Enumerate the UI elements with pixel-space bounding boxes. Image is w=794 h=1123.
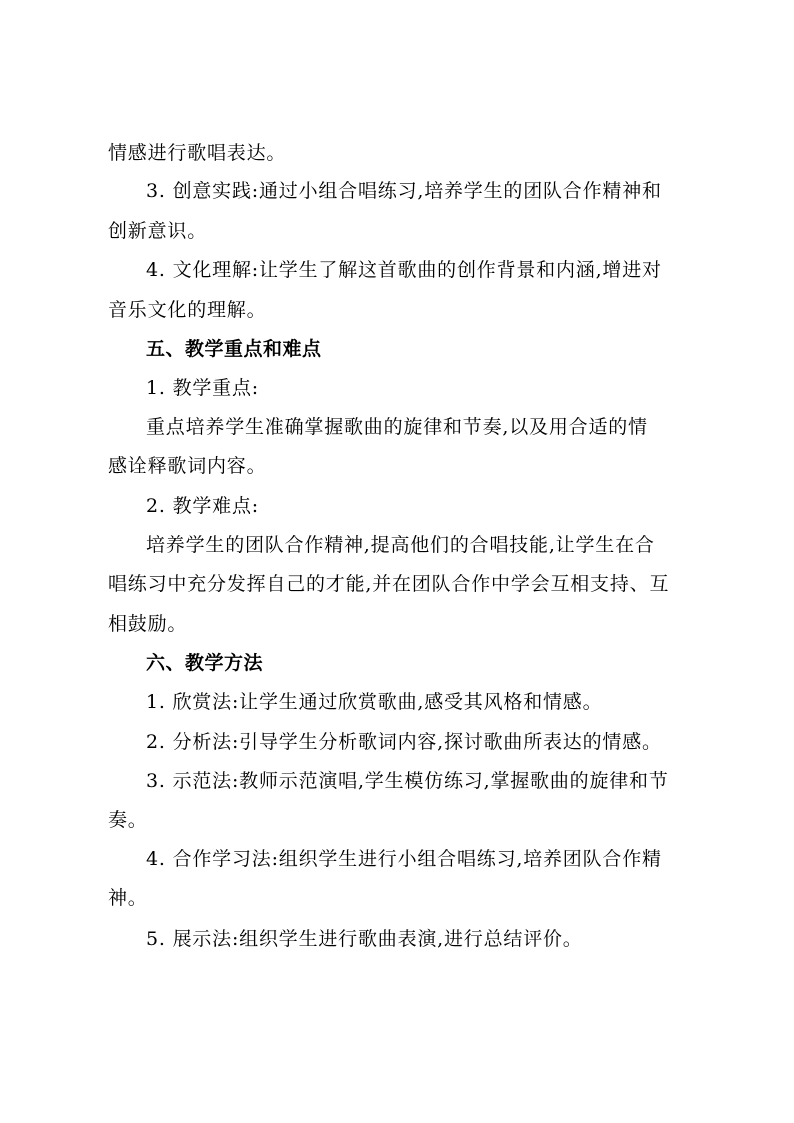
method-5-line: 5. 展示法:组织学生进行歌曲表演,进行总结评价。 <box>146 928 583 950</box>
subheading-difficulties: 2. 教学难点: <box>146 495 259 517</box>
method-2-line: 2. 分析法:引导学生分析歌词内容,探讨歌曲所表达的情感。 <box>146 731 662 753</box>
method-1-line: 1. 欣赏法:让学生通过欣赏歌曲,感受其风格和情感。 <box>146 691 603 713</box>
method-3-line-1: 3. 示范法:教师示范演唱,学生模仿练习,掌握歌曲的旋律和节 <box>146 770 669 792</box>
section-six-heading: 六、教学方法 <box>146 652 264 674</box>
method-3-line-2: 奏。 <box>108 809 148 831</box>
objective-3-line-2: 创新意识。 <box>108 220 208 242</box>
subheading-key-points: 1. 教学重点: <box>146 377 259 399</box>
method-4-line-2: 神。 <box>108 887 148 909</box>
objective-3-line-1: 3. 创意实践:通过小组合唱练习,培养学生的团队合作精神和 <box>146 180 662 202</box>
difficulties-line-2: 唱练习中充分发挥自己的才能,并在团队合作中学会互相支持、互 <box>108 573 670 595</box>
objective-4-line-1: 4. 文化理解:让学生了解这首歌曲的创作背景和内涵,增进对 <box>146 259 662 281</box>
key-points-line-2: 感诠释歌词内容。 <box>108 455 267 477</box>
key-points-line-1: 重点培养学生准确掌握歌曲的旋律和节奏,以及用合适的情 <box>146 416 648 438</box>
method-4-line-1: 4. 合作学习法:组织学生进行小组合唱练习,培养团队合作精 <box>146 848 662 870</box>
objective-4-line-2: 音乐文化的理解。 <box>108 299 267 321</box>
section-five-heading: 五、教学重点和难点 <box>146 338 322 360</box>
difficulties-line-3: 相鼓励。 <box>108 613 188 635</box>
difficulties-line-1: 培养学生的团队合作精神,提高他们的合唱技能,让学生在合 <box>146 534 655 556</box>
text-line-continuation: 情感进行歌唱表达。 <box>108 142 287 164</box>
